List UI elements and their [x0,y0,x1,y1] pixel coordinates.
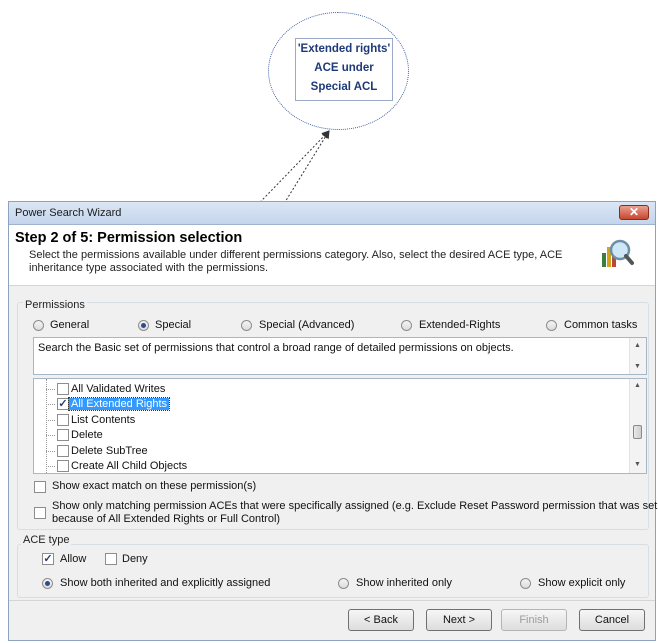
callout-line-2: ACE under [314,62,374,74]
scroll-up-icon[interactable]: ▲ [634,342,641,349]
wizard-header [9,225,655,286]
only-matching-label-line-2: because of All Extended Rights or Full Control) [52,513,281,525]
description-scrollbar[interactable] [629,338,646,374]
radio-extended-rights[interactable] [401,320,412,331]
permission-tree [33,378,647,474]
only-matching-label-line-1: Show only matching permission ACEs that were specifically assigned (e.g. Exclude Reset Password permission that was set [52,500,658,512]
permission-label: List Contents [71,414,136,426]
callout-line-1: 'Extended rights' [297,43,391,55]
tree-scrollbar[interactable] [629,379,646,473]
radio-both-inherited-explicit-label: Show both inherited and explicitly assigned [60,577,271,589]
step-title: Step 2 of 5: Permission selection [15,230,243,246]
allow-checkbox[interactable]: ✓ [43,553,53,565]
wizard-window [8,201,656,641]
category-description: Search the Basic set of permissions that control a broad range of detailed permissions on objects. [38,342,514,354]
radio-both-inherited-explicit[interactable] [42,578,53,589]
radio-general[interactable] [33,320,44,331]
radio-inherited-only[interactable] [338,578,349,589]
scroll-down-icon[interactable]: ▼ [634,363,641,370]
radio-extended-rights-label: Extended-Rights [419,319,501,331]
tree-item[interactable] [34,413,624,428]
scroll-down-icon[interactable]: ▼ [634,461,641,468]
permission-checkbox[interactable] [57,383,69,395]
scroll-thumb[interactable] [633,425,642,439]
deny-checkbox[interactable] [105,553,117,565]
callout-line-3: Special ACL [310,81,378,93]
radio-special-advanced-label: Special (Advanced) [259,319,355,331]
exact-match-label: Show exact match on these permission(s) [52,480,257,492]
tree-item[interactable] [34,382,624,397]
tree-branch [46,435,55,436]
permission-checkbox[interactable] [57,414,69,426]
radio-inherited-only-label: Show inherited only [356,577,453,589]
permission-checkbox[interactable] [57,429,69,441]
permission-checkbox[interactable]: ✓ [58,398,68,410]
permission-checkbox[interactable] [57,460,69,472]
permission-label: Create All Child Objects [71,460,188,472]
footer-divider [9,600,655,601]
permission-label: Delete SubTree [71,445,148,457]
radio-common-tasks-label: Common tasks [564,319,638,331]
permission-label: Delete [71,429,103,441]
back-button[interactable]: < Back [348,609,414,631]
radio-special-advanced[interactable] [241,320,252,331]
tree-item[interactable] [34,428,624,443]
radio-special-label: Special [155,319,192,331]
only-matching-checkbox[interactable] [34,507,46,519]
allow-label: Allow [60,553,87,565]
tree-item[interactable] [34,444,624,459]
radio-explicit-only-label: Show explicit only [538,577,626,589]
search-report-icon [600,235,634,271]
scroll-up-icon[interactable]: ▲ [634,382,641,389]
tree-branch [46,389,55,390]
title-bar [9,202,655,225]
tree-branch [46,420,55,421]
radio-common-tasks[interactable] [546,320,557,331]
tree-branch [46,404,55,405]
step-description: Select the permissions available under different permissions category. Also, select the desired ACE type, ACE inheritance type associated with the permissions. [29,249,563,274]
radio-special[interactable] [138,320,149,331]
tree-item[interactable] [34,397,624,412]
permission-checkbox[interactable] [57,445,69,457]
tree-branch [46,466,55,467]
tree-branch [46,451,55,452]
radio-explicit-only[interactable] [520,578,531,589]
permissions-group-label: Permissions [25,299,85,311]
finish-button[interactable]: Finish [501,609,567,631]
ace-type-group-label: ACE type [23,534,70,546]
tree-item[interactable] [34,459,624,474]
cancel-button[interactable]: Cancel [579,609,645,631]
close-button[interactable]: ✕ [619,205,649,220]
category-description-box [33,337,647,375]
permission-label: All Extended Rights [71,398,167,410]
deny-label: Deny [122,553,148,565]
exact-match-checkbox[interactable] [34,481,46,493]
window-title: Power Search Wizard [15,207,122,219]
next-button[interactable]: Next > [426,609,492,631]
permission-label: All Validated Writes [71,383,166,395]
radio-general-label: General [50,319,90,331]
